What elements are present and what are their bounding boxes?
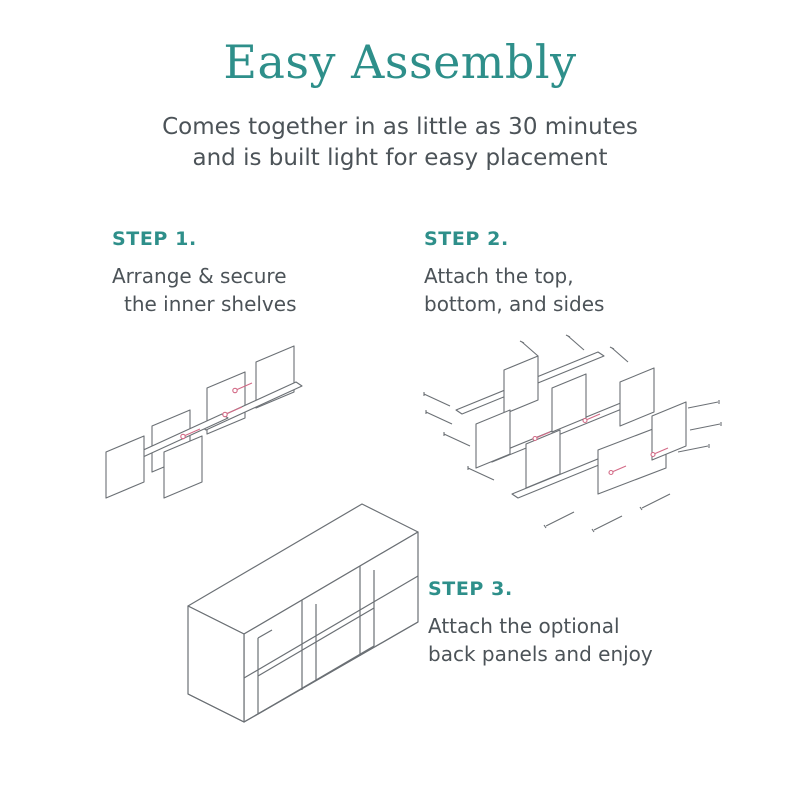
step-3-text-line-2: back panels and enjoy <box>428 642 653 666</box>
step-3-block <box>428 578 653 668</box>
step-2-illustration <box>416 330 736 540</box>
step-1-text <box>112 262 297 318</box>
shelf-panel-front-small <box>106 436 144 498</box>
step-1-label: STEP 1. <box>112 228 197 250</box>
hardware-screws-bottom <box>544 494 670 532</box>
step-3-text <box>428 612 653 668</box>
step-2-block <box>424 228 604 318</box>
page-title: Easy Assembly <box>223 35 577 89</box>
step-1-text-line-1: Arrange & secure <box>112 264 287 288</box>
step-3-label: STEP 3. <box>428 578 513 600</box>
page-subtitle <box>0 112 800 174</box>
step-2-text <box>424 262 604 318</box>
step-2-label: STEP 2. <box>424 228 509 250</box>
step-1-block <box>112 228 297 318</box>
step-3-text-line-1: Attach the optional <box>428 614 620 638</box>
page-subtitle-line-1: Comes together in as little as 30 minutes <box>162 114 638 140</box>
step-3-illustration <box>172 482 432 722</box>
step-1-text-line-2: the inner shelves <box>124 292 297 316</box>
step-2-text-line-2: bottom, and sides <box>424 292 605 316</box>
step-2-text-line-1: Attach the top, <box>424 264 574 288</box>
shelf-panel-vertical-mid <box>192 380 230 442</box>
page-subtitle-line-2: and is built light for easy placement <box>192 145 608 171</box>
